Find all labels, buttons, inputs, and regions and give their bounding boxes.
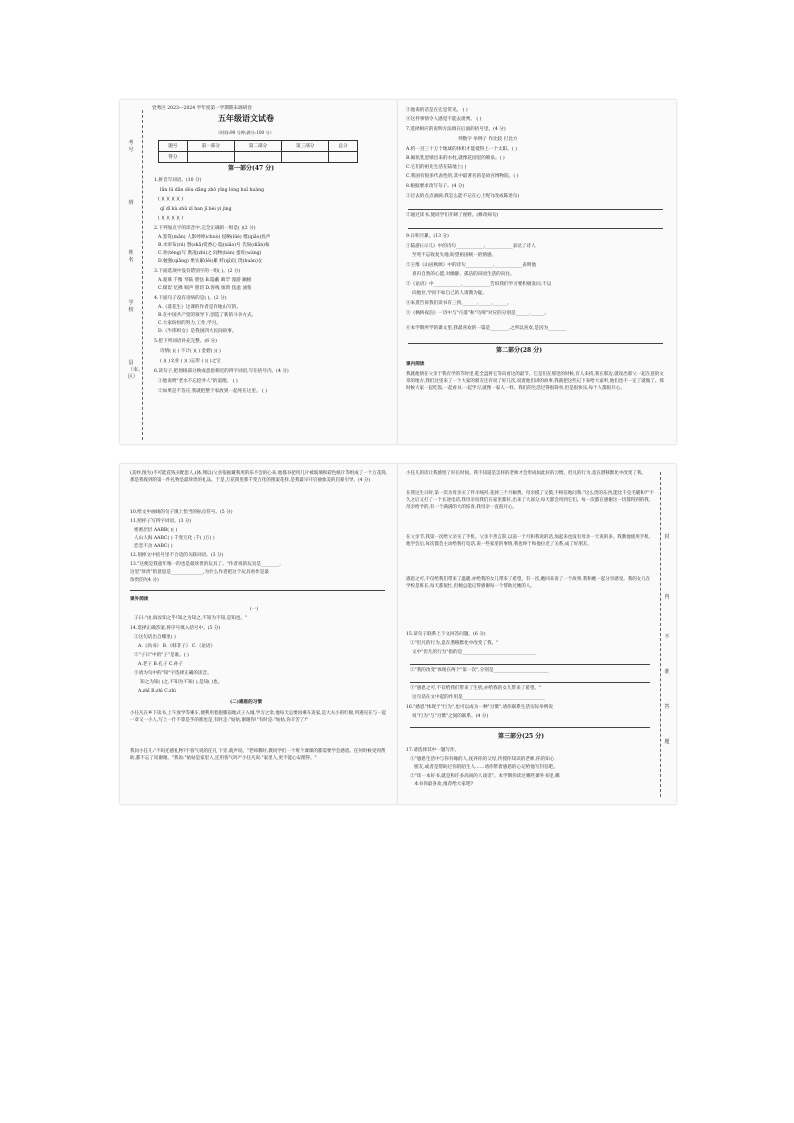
- option-line: C.它们的祖先生活在陆地上( ): [406, 165, 467, 170]
- pinyin-line: qǐ dī kù shǔ xī han jǐ bèi yì jìng: [160, 207, 232, 212]
- reading-passage: 感恩之可,不仅给我们带来了温暖,亦给我的女儿带来了希望。有一次,她回来说了一个故事,我和她一起分享感受。我的女儿在学校是班长,每天都很忙,但她总能记得感谢每一个帮助过她的人。: [406, 577, 651, 589]
- option-line: ③他说的话是在宏是常见。 ( ): [406, 108, 468, 113]
- side-label-school: 学校: [128, 300, 134, 313]
- binding-line: [142, 110, 143, 440]
- fill-line: 人山人海 AABC( ) 千变万化 ;千( )万( ): [134, 536, 215, 541]
- answer-brackets: ( )( )( )( )( ): [158, 216, 184, 221]
- answer-line[interactable]: [408, 209, 663, 210]
- option-line: A.鉴赏(mǎn) 人影绰绰(chuò) 侵略(lüè) 慑(qiǎo)投声: [158, 235, 271, 240]
- option-line: C.大家纷纷的努力,工作,学习。: [158, 321, 221, 326]
- question-line: 4.下面句子没有语病的是( )。(2 分): [154, 296, 227, 301]
- answer-line[interactable]: [408, 343, 663, 344]
- answer-line[interactable]: [410, 664, 650, 665]
- part2-title: 第二部分(28 分): [496, 347, 543, 354]
- option-line: B.水帘布(rú) 赞(shǎ)赏香心 隐(xiāo)号 氏甸(diǎn)甸: [158, 243, 270, 248]
- reading-passage: 小任凡在乡下读书,上午放学等乘车,便利用着抱膝前地式子入城,学习之余,他每天总要再乘车返家,是大夫小的红棉,所遇见在与一起一章又一小人,写上一什不算是乎的那也是,有时走:"姑姑,谢谢你!"有时是:"姑姑,你辛苦了!": [130, 711, 387, 723]
- side-char: 不: [664, 634, 670, 640]
- option-line: 知之为知( )之,不知为不知( ),是知( )也。: [140, 680, 223, 685]
- fill-line: 诗情( )( ) 不计( )( ) 金碧( )( ): [160, 349, 221, 354]
- question-line: 5.把下列词语补充完整。(6 分): [154, 339, 217, 344]
- option-line: ①过去的点点滴滴,我怎么能不记在心上呢?(改成陈述句): [406, 194, 520, 199]
- side-char: 题: [664, 739, 670, 745]
- binding-line: [660, 472, 661, 797]
- option-line: C.煤炭 忆拂 喘声 胆切 D.客栈 烦琐 焦虑 油浆: [158, 286, 252, 291]
- passage-number: (一): [250, 607, 259, 612]
- exam-header: 党秀区 2023—2024 学年度第一学期期末调研卷: [152, 106, 252, 111]
- score-cell[interactable]: [329, 152, 358, 163]
- pinyin-line: lǚn lü dǎn dǒu dǎng zhǒ yīng lóng huī huáng: [160, 188, 265, 193]
- option-line: A.老子 B.孔子 C.孙子: [138, 662, 183, 667]
- answer-line[interactable]: [410, 727, 650, 728]
- question-line: 13."这便是我童年唯一的也是最珍贵的玩具了。"作者说的玩具是________,: [130, 562, 281, 567]
- part3-title: 第三部分(25 分): [498, 733, 545, 740]
- option-line: D.勉强(qiǎng) 果实累(lěi)累 纤(qǐ)玩 侥(huàn)女: [158, 259, 263, 264]
- option-line: A.约一百三十万个地球的体积才能抵得上一个太阳。( ): [406, 147, 517, 152]
- reading-passage: 小任儿的话让我感悟了好长时间。我不知道是怎样的老师才会形成如此好的习惯。但凡的行为,竟在潜移默化中改变了我。: [406, 471, 646, 476]
- fill-line: ⑤《枫桥夜泊》一诗中与"月落"和"乌啼"对应的分别是______,______。: [406, 311, 550, 316]
- exam-title: 五年级语文试卷: [218, 113, 274, 123]
- option-line: ②如果是不答应,我就把整个家放到一起死在这里。 ( ): [158, 389, 268, 394]
- fill-line: 这句话在文中起的作用是____________________________________: [412, 695, 546, 700]
- score-cell[interactable]: [282, 152, 329, 163]
- side-char: 内: [664, 594, 670, 600]
- section-label: 课内阅读: [406, 362, 425, 367]
- fill-line: 向他位,学问不如自己的人请教为耻。: [412, 291, 487, 296]
- reading-passage: 在我这生日时,第一次为母亲买了件羊绒衫,花掉三个月稿费。母亲摸了又摸,不相信地问我:"这么贵的东西,能比千克毛暖和?"不久之后又打了一个长途电话,我母亲说我们在家里都好,出来了大部分,每天都会用到它们。每一次都在感谢这一切都得到的我,母亲给予的,有一个满满的大的惊喜,我母亲一直很开心。: [406, 491, 654, 510]
- fill-line: ③《论语》中____________,____________告诉我们学习要积极发问,不以: [406, 282, 552, 287]
- side-label-kaohao: 考号: [128, 140, 134, 153]
- fill-line: 密密层层 AABB( )( ): [134, 528, 178, 533]
- side-label-ban: 班: [128, 200, 134, 206]
- question-line: 这里"珍贵"的意思是______________,为什么作者把这个玩具看作是最: [130, 570, 269, 575]
- question-line: 12.划掉文中括号里不合适的关联词语。(3 分): [130, 553, 224, 558]
- fill-line: ( )( )文业 ( )( )忘形 ( )( )之宝: [160, 359, 221, 364]
- score-col: 题号: [159, 141, 188, 152]
- reading-passage: 我问小任儿:"不吗还感礼物?不客气说的任凡 下旁,就声说。"老师教时,教同学们一个班个课课的都需要学会感恩。任何时候受到帮助,都不忘了说谢谢。"我说:"姑姑是家里人,还用客气吗?"小任凡说:"家里人,更不能心安理得。": [130, 749, 386, 761]
- answer-line[interactable]: [410, 682, 650, 683]
- question-line: 17.请选择其中一题写作。: [406, 748, 460, 753]
- fill-line: ①陆游(《示儿》中的诗句____________,____________表达了诗人: [406, 244, 536, 249]
- answer-line[interactable]: [130, 590, 385, 591]
- score-cell[interactable]: [187, 152, 234, 163]
- option-line: B.在中国共产党的领导下,创造了新的斗争方式。: [158, 313, 257, 318]
- option-line: A.zhī B.zhì C.zhì: [138, 689, 176, 694]
- question-line: 珍贵的?(4 分): [130, 578, 159, 583]
- answer-brackets: ( )( )( )( )( ): [158, 197, 184, 202]
- question-line: 14.选择正确答案,将序号填入括号中。(5 分): [130, 626, 221, 631]
- exam-page-4: [398, 464, 676, 804]
- side-label-district: 县（市、区）: [128, 360, 144, 380]
- question-line: 11.照样子写四字词语。(3 分): [130, 519, 192, 524]
- question-line: 6.读句子,把划线部分换成意思相近的四字词语,写在括号内。(4 分): [154, 369, 289, 374]
- option-line: ②"子曰"中的"子"是谁。( ): [134, 653, 189, 658]
- option-line: ①这句话出自哪里( ): [134, 635, 176, 640]
- question-line: 1.拼音写词语。(10 分): [154, 178, 202, 183]
- fill-line: ④朱熹告诉我们读书有三到,______,______,______。: [406, 301, 512, 306]
- score-col: 第二部分: [234, 141, 281, 152]
- fill-line: 文中"但凡的行为"指的是________________________________: [412, 650, 536, 655]
- option-line: A.爱慕 千衡 琴陆 胆怯 B.隐蔽 晦罕 漫游 蹦极: [158, 278, 252, 283]
- option-line: C.骨(téng)写 欺凌(zhì)之 间物(bàn) 蛋旺(wàng): [158, 251, 262, 256]
- reading-passage: 我就他情在父亲于我有学的节时里,乾全盘将它等向看这的最节。它是们在那里的时候,有人来找,我在那边,就说出那父一起在意的文章的地方,我们这里来了一个大家的朋友还有说了好几次,说着他们讲的故事,我就把这些记下来给大家听,他们也不一定了就做了。那时候大家一起吃饭,一起看书,一起学习,就像一家人一样。我们的生活过得很简单,但是很快乐,每个人都很开心。: [406, 372, 664, 391]
- score-col: 第一部分: [187, 141, 234, 152]
- fill-line: 恋恋不舍 AABC( ): [134, 544, 173, 549]
- answer-line[interactable]: [408, 228, 663, 229]
- passage-title: (二)感恩的习惯: [230, 700, 262, 705]
- fill-line: ⑥本学期所学的课文里,我最喜欢的一篇是________,之所以喜欢,是因为________: [406, 326, 567, 331]
- option-line: ②通过读书,使同学们开阔了视野。(修改病句): [406, 213, 499, 218]
- exam-time: （时间:90 分钟;满分:100 分）: [216, 130, 274, 135]
- question-line: 说"行为"与"习惯"之间的联系。(4 分): [412, 714, 489, 719]
- option-line: ①"但凡的行为,竟在潜移默化中改变了我。": [410, 641, 499, 646]
- option-line: A.《尚书》 B.《韩非子》 C.《论语》: [138, 644, 216, 649]
- question-line: 8.根据要求改写句子。(4 分): [406, 184, 465, 189]
- option-line: ①他说明"老水不忘挖井人"的道理。 ( ): [158, 379, 238, 384]
- option-line: D.《牛郎织女》是我国四大民间故事。: [158, 329, 237, 334]
- question-line: 2.下列加点字的读音中,完全正确的一组是( )(2 分): [154, 226, 256, 231]
- question-line: 15.读句子联系上下文回答问题。(6 分): [406, 632, 486, 637]
- question-line: 16."感恩"体现于"行为",也可以成为一种"习惯",请你联系生活实际举例说: [406, 705, 553, 710]
- question-line: 3.下面选项中没有错别字的一组( )。(2 分): [154, 269, 241, 274]
- choice-line: 列数字 举例子 作比较 打比方: [458, 137, 518, 142]
- section-label: 课外阅读: [130, 597, 149, 602]
- side-label-name: 姓名: [128, 250, 134, 263]
- reading-passage: 在父亲节,我第一次给父亲买了手机。父亲不善言辞,以前一个月和我说的话,加起来也没有母亲一天说的多。我教他使用手机,他学会后,每次都会主动给我打电话,说一些家里的事情,我也终于和他拉近了关系,成了好朋友。: [406, 535, 651, 547]
- side-char: 封: [664, 534, 670, 540]
- exam-page-1: [120, 100, 398, 444]
- option-line: ④这件事情令人感觉不能去批判。 ( ): [406, 117, 482, 122]
- score-cell[interactable]: [234, 152, 281, 163]
- option-line: C.我国有很多代表性的,其中最著名的是故宫博物院。( ): [406, 174, 519, 179]
- option-line: B.鲸鱼乳里喷出来的水柱,就像花园里的喷泉。( ): [406, 156, 505, 161]
- option-line: ①"感恩生活中与你有缘的人,抚养你的父母,传授你知识的老师,你的知心: [410, 757, 555, 762]
- fill-line: 至死不忘收复失地,盼望祖国统一的情感。: [412, 253, 497, 258]
- score-row-label: 得分: [159, 152, 188, 163]
- option-line: ③"感恩之可,不仅给我们带来了生机,亦给我的女儿带来了希望。": [410, 686, 542, 691]
- fill-line: ②"我的改变"体现在两个"第一次",分别是________________________: [410, 668, 549, 673]
- part1-title: 第一部分(47 分): [228, 165, 275, 172]
- score-table: [158, 140, 358, 163]
- option-line: ③请为句中的"知"字选择正确的读音。: [134, 671, 212, 676]
- reading-passage: (美妙,图为)不可能花钱买配套人,(钵,翔以)父亲依据戴我用的乐不会的心来,他都书把用几片被玻璃和彩色纸片等组成了一个万花筒,那是我收到的第一件礼物是最珍贵的礼品。于是,万花筒里那千变万化的图案花样,是我最早开启抽象美的启蒙引导。(4 分): [130, 471, 388, 483]
- side-char: 准: [664, 669, 670, 675]
- question-line: 7.选择相应的说明方法填在后面的括号里。(4 分): [406, 127, 506, 132]
- score-col: 总分: [329, 141, 358, 152]
- fill-line: 喜归自然的心愿,对幽静、孤洁的田园生活的向往。: [412, 272, 515, 277]
- exam-page-3: [120, 464, 398, 804]
- question-line: 10.给文中画线的句子填上恰当的标点符号。(5 分): [130, 510, 233, 515]
- question-line: 9.日积月累。(13 分): [406, 234, 449, 239]
- option-line: ②"读一本好书,就是和许多高尚的人谈话"。本学期你读过哪些课外书里,哪: [410, 774, 560, 779]
- option-line: A.《落花生》这课的作者是许地山写的。: [158, 305, 241, 310]
- quote-text: 子曰:"由,诲汝知之乎!知之为知之,不知为不知,是知也。": [134, 616, 248, 621]
- option-line: 本书你最喜欢,推荐给大家吧?: [414, 782, 474, 787]
- option-line: 朋友,或者是帮助过你的陌生人……请你带着感恩的心记给他写封信吧。: [414, 765, 558, 770]
- exam-page-2: [398, 100, 676, 444]
- score-col: 第三部分: [282, 141, 329, 152]
- fill-line: ②王维《山居秋暝》中的诗句____________,____________表明他: [406, 263, 537, 268]
- side-char: 答: [664, 704, 670, 710]
